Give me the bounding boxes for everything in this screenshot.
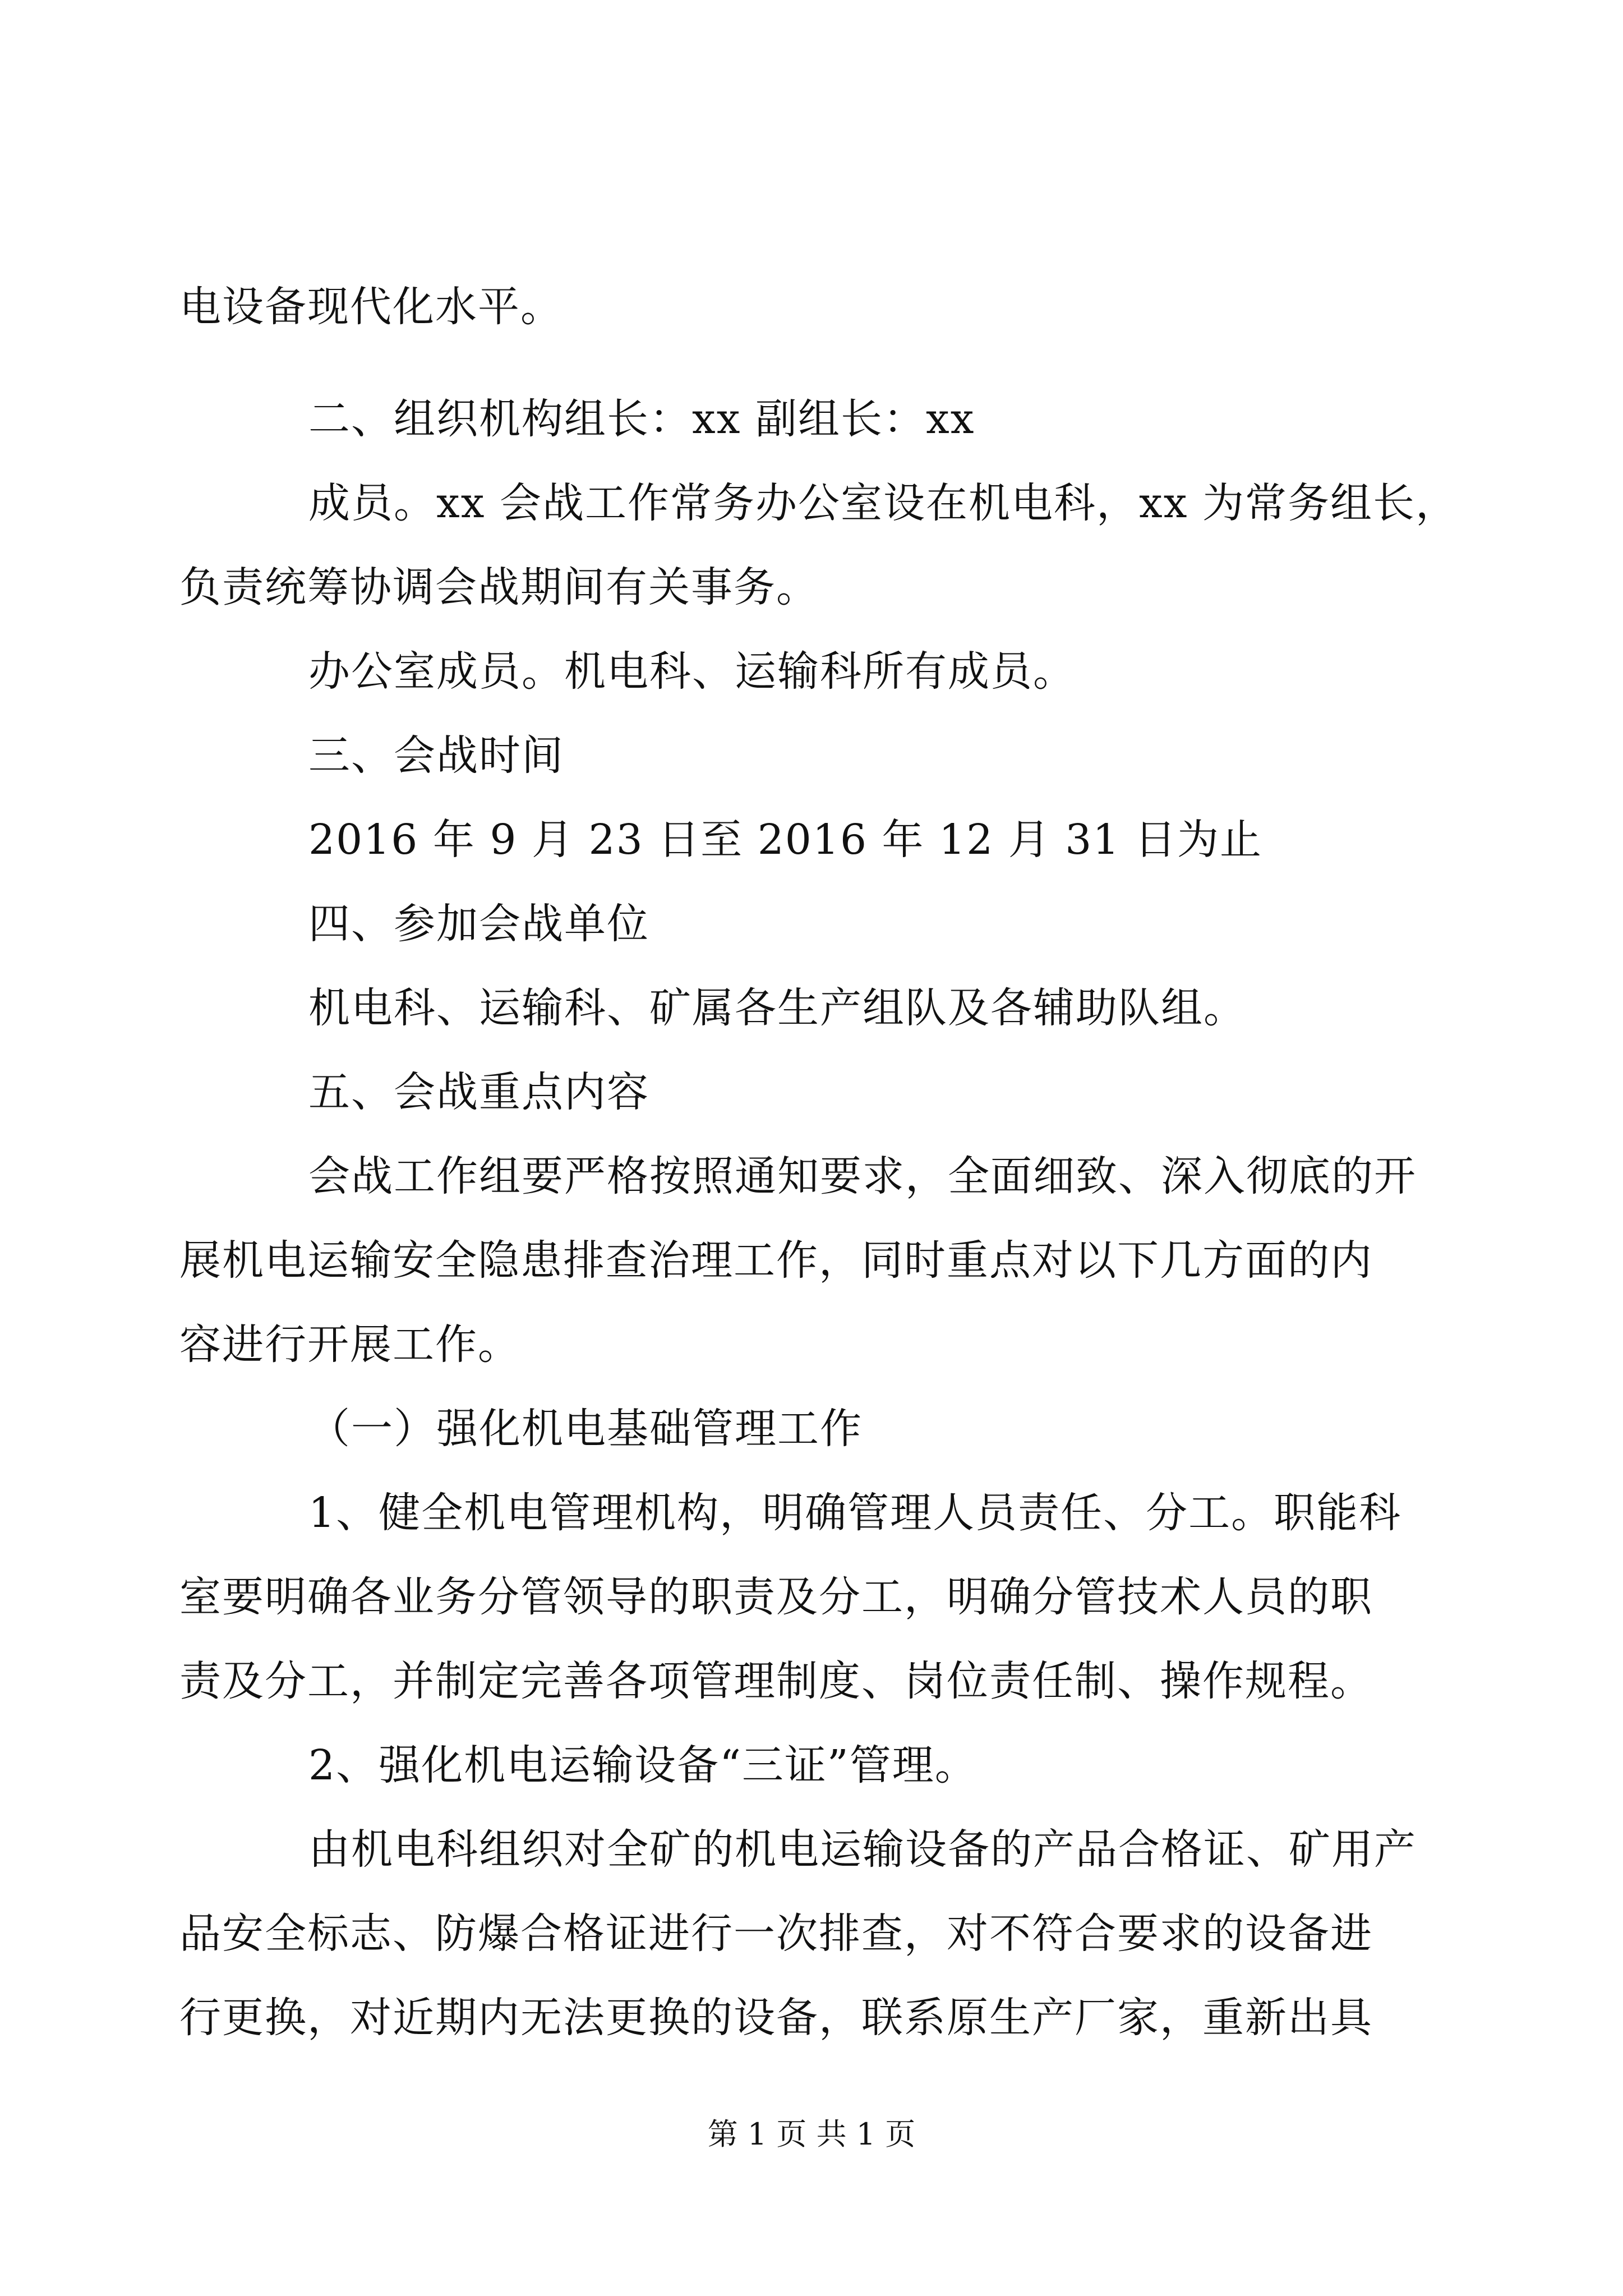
- section-heading: 二、组织机构组长：xx 副组长：xx: [308, 395, 975, 443]
- paragraph-line: 展机电运输安全隐患排查治理工作，同时重点对以下几方面的内: [179, 1236, 1373, 1285]
- paragraph-line: 1、健全机电管理机构，明确管理人员责任、分工。职能科: [308, 1489, 1402, 1537]
- paragraph-line: 成员。xx 会战工作常务办公室设在机电科，xx 为常务组长，: [308, 479, 1458, 527]
- paragraph-line: 办公室成员。机电科、运输科所有成员。: [308, 647, 1076, 696]
- paragraph-line: 2、强化机电运输设备“三证”管理。: [308, 1741, 978, 1789]
- page-footer: 第 1 页 共 1 页: [707, 2116, 916, 2152]
- paragraph-line: 机电科、运输科、矿属各生产组队及各辅助队组。: [308, 984, 1246, 1032]
- paragraph-line: 室要明确各业务分管领导的职责及分工，明确分管技术人员的职: [179, 1573, 1373, 1621]
- paragraph-line: 责及分工，并制定完善各项管理制度、岗位责任制、操作规程。: [179, 1657, 1373, 1705]
- paragraph-line: 会战工作组要严格按照通知要求，全面细致、深入彻底的开: [308, 1152, 1417, 1200]
- subsection-heading: （一）强化机电基础管理工作: [308, 1405, 863, 1453]
- section-heading: 五、会战重点内容: [308, 1068, 649, 1116]
- paragraph-line: 品安全标志、防爆合格证进行一次排查，对不符合要求的设备进: [179, 1910, 1373, 1958]
- paragraph-line: 容进行开展工作。: [179, 1320, 520, 1369]
- paragraph-line: 2016 年 9 月 23 日至 2016 年 12 月 31 日为止: [308, 816, 1262, 864]
- paragraph-line: 由机电科组织对全矿的机电运输设备的产品合格证、矿用产: [308, 1825, 1417, 1874]
- section-heading: 四、参加会战单位: [308, 900, 649, 948]
- paragraph-line: 行更换，对近期内无法更换的设备，联系原生产厂家，重新出具: [179, 1994, 1373, 2042]
- paragraph-line: 电设备现代化水平。: [179, 283, 563, 331]
- paragraph-line: 负责统筹协调会战期间有关事务。: [179, 563, 819, 611]
- section-heading: 三、会战时间: [308, 731, 564, 780]
